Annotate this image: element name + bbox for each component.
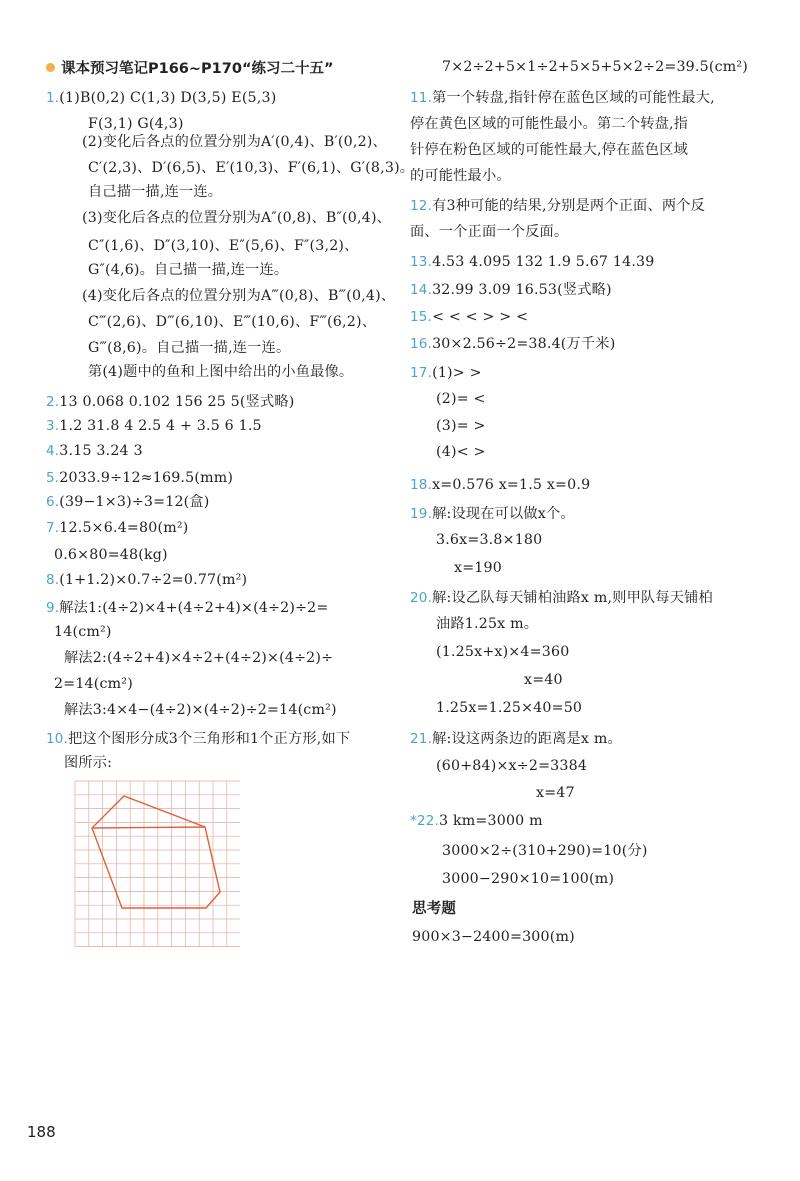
answer-text: x=47 — [536, 785, 575, 801]
answer-line — [412, 899, 456, 919]
answer-line — [410, 280, 612, 300]
answer-line — [88, 312, 376, 332]
question-number: 5. — [46, 470, 60, 486]
answer-text: 面、一个正面一个反面。 — [410, 224, 569, 240]
answer-text: (4)变化后各点的位置分别为A‴(0,8)、B‴(0,4)、 — [82, 288, 396, 304]
answer-line — [410, 166, 511, 186]
answer-text: 把这个图形分成3个三角形和1个正方形,如下 — [68, 731, 351, 747]
answer-text: G″(4,6)。自己描一描,连一连。 — [88, 262, 289, 278]
answer-line — [410, 588, 713, 608]
answer-line — [442, 841, 648, 861]
answer-text: (1+1.2)×0.7÷2=0.77(m²) — [59, 572, 248, 588]
answer-text: C′(2,3)、D′(6,5)、E′(10,3)、F′(6,1)、G′(8,3)。 — [88, 160, 415, 176]
answer-text: 2033.9÷12≈169.5(mm) — [59, 470, 234, 486]
answer-text: 1.2 31.8 4 2.5 4 + 3.5 6 1.5 — [59, 418, 262, 434]
answer-text: 13 0.068 0.102 156 25 5(竖式略) — [59, 394, 295, 410]
question-number: 13. — [410, 254, 433, 270]
answer-line — [410, 729, 622, 749]
answer-text: F(3,1) G(4,3) — [88, 116, 184, 132]
answer-text: x=40 — [524, 672, 563, 688]
section-header-text: 课本预习笔记P166~P170“练习二十五” — [61, 61, 334, 77]
question-number: 21. — [410, 731, 433, 747]
answer-line — [46, 518, 188, 538]
answer-text: 3000×2÷(310+290)=10(分) — [442, 843, 648, 859]
question-number: 11. — [410, 90, 433, 106]
answer-line — [82, 208, 391, 228]
answer-text: 第一个转盘,指针停在蓝色区域的可能性最大, — [432, 90, 715, 106]
question-number: 2. — [46, 394, 60, 410]
answer-text: 油路1.25x m。 — [436, 616, 539, 632]
answer-line — [88, 236, 359, 256]
answer-line — [412, 927, 575, 947]
answer-text: 解:设现在可以做x个。 — [432, 506, 575, 522]
answer-line — [46, 441, 143, 461]
answer-text: 900×3−2400=300(m) — [412, 929, 575, 945]
question-number: 18. — [410, 477, 433, 493]
answer-line — [436, 642, 569, 662]
answer-line — [54, 674, 133, 694]
answer-line — [88, 182, 222, 202]
answer-line — [442, 869, 614, 889]
answer-text: (39−1×3)÷3=12(盒) — [59, 494, 210, 510]
answer-text: 7×2÷2+5×1÷2+5×5+5×2÷2=39.5(cm²) — [442, 59, 749, 75]
answer-line — [436, 442, 486, 462]
answer-line — [46, 598, 329, 618]
answer-text: 第(4)题中的鱼和上图中给出的小鱼最像。 — [88, 364, 354, 380]
answer-line — [524, 670, 563, 690]
question-number: 3. — [46, 418, 60, 434]
answer-line — [410, 196, 705, 216]
answer-text: 自己描一描,连一连。 — [88, 184, 223, 200]
answer-text: 3000−290×10=100(m) — [442, 871, 615, 887]
answer-text: 解:设乙队每天铺柏油路x m,则甲队每天铺柏 — [432, 590, 713, 606]
answer-line — [46, 729, 350, 749]
answer-text: 有3种可能的结果,分别是两个正面、两个反 — [432, 198, 705, 214]
answer-line — [410, 114, 688, 134]
answer-text: x=190 — [454, 560, 502, 576]
answer-line — [536, 783, 575, 803]
bullet-icon — [46, 63, 55, 72]
answer-text: 3 km=3000 m — [439, 813, 543, 829]
section-header — [46, 57, 334, 78]
answer-text: (1)> > — [432, 365, 482, 381]
answer-line — [410, 334, 615, 354]
answer-line — [410, 363, 482, 383]
answer-line — [436, 698, 582, 718]
answer-text: C‴(2,6)、D‴(6,10)、E‴(10,6)、F‴(6,2)、 — [88, 314, 377, 330]
answer-text: 针停在粉色区域的可能性最大,停在蓝色区域 — [410, 142, 689, 158]
answer-line — [54, 545, 168, 565]
answer-line — [454, 558, 502, 578]
question-number: 12. — [410, 198, 433, 214]
question-number: 4. — [46, 443, 60, 459]
page-number: 188 — [27, 1123, 56, 1141]
answer-text: 14(cm²) — [54, 624, 112, 640]
answer-line — [436, 416, 486, 436]
answer-line — [82, 132, 387, 152]
answer-text: 3.15 3.24 3 — [59, 443, 143, 459]
answer-text: 解法3:4×4−(4÷2)×(4÷2)÷2=14(cm²) — [64, 702, 337, 718]
answer-line — [436, 614, 538, 634]
answer-line — [410, 222, 568, 242]
answer-line — [64, 700, 337, 720]
answer-line — [46, 570, 247, 590]
answer-line — [46, 88, 276, 108]
answer-text: 停在黄色区域的可能性最小。第二个转盘,指 — [410, 116, 689, 132]
answer-text: 解:设这两条边的距离是x m。 — [432, 731, 622, 747]
answer-text: 2=14(cm²) — [54, 676, 133, 692]
answer-line — [46, 492, 210, 512]
answer-line — [410, 252, 654, 272]
shape-divider — [92, 827, 205, 828]
answer-line — [46, 416, 262, 436]
answer-text: 0.6×80=48(kg) — [54, 547, 168, 563]
answer-text: (1.25x+x)×4=360 — [436, 644, 570, 660]
answer-line — [88, 158, 414, 178]
answer-text: 32.99 3.09 16.53(竖式略) — [432, 282, 612, 298]
answer-text: 3.6x=3.8×180 — [436, 532, 543, 548]
answer-line — [46, 392, 295, 412]
answer-line — [410, 140, 688, 160]
question-number: 14. — [410, 282, 433, 298]
answer-text: 12.5×6.4=80(m²) — [59, 520, 189, 536]
answer-text: 图所示: — [64, 755, 113, 771]
answer-line — [88, 362, 353, 382]
answer-text: (4)< > — [436, 444, 486, 460]
answer-text: (3)变化后各点的位置分别为A″(0,8)、B″(0,4)、 — [82, 210, 392, 226]
answer-text: 的可能性最小。 — [410, 168, 511, 184]
question-number: 19. — [410, 506, 433, 522]
answer-text: 解法1:(4÷2)×4+(4÷2+4)×(4÷2)÷2= — [59, 600, 329, 616]
question-number: 10. — [46, 731, 69, 747]
answer-line — [442, 57, 748, 77]
answer-text: C″(1,6)、D″(3,10)、E″(5,6)、F″(3,2)、 — [88, 238, 359, 254]
answer-text: x=0.576 x=1.5 x=0.9 — [432, 477, 591, 493]
question-number: 9. — [46, 600, 60, 616]
answer-line — [410, 88, 715, 108]
answer-line — [88, 114, 184, 134]
question-number: 16. — [410, 336, 433, 352]
answer-line — [436, 756, 587, 776]
answer-text: G‴(8,6)。自己描一描,连一连。 — [88, 340, 291, 356]
answer-line — [410, 811, 543, 831]
answer-line — [410, 504, 575, 524]
answer-text: (1)B(0,2) C(1,3) D(3,5) E(5,3) — [59, 90, 277, 106]
answer-text: < < < > > < — [432, 309, 529, 325]
thinking-question-title: 思考题 — [412, 901, 457, 917]
answer-line — [82, 286, 395, 306]
answer-text: (2)变化后各点的位置分别为A′(0,4)、B′(0,2)、 — [82, 134, 387, 150]
answer-line — [410, 307, 528, 327]
answer-text: (60+84)×x÷2=3384 — [436, 758, 588, 774]
answer-line — [64, 648, 333, 668]
answer-text: 4.53 4.095 132 1.9 5.67 14.39 — [432, 254, 655, 270]
question-number: 8. — [46, 572, 60, 588]
answer-line — [436, 530, 542, 550]
answer-line — [54, 622, 112, 642]
answer-line — [410, 475, 590, 495]
answer-line — [88, 338, 290, 358]
grid-lines — [75, 781, 240, 947]
grid-svg — [74, 780, 240, 952]
question-number: *22. — [410, 813, 440, 829]
grid-figure — [74, 780, 240, 956]
question-number: 17. — [410, 365, 433, 381]
answer-line — [88, 260, 288, 280]
answer-line — [436, 389, 486, 409]
question-number: 20. — [410, 590, 433, 606]
question-number: 6. — [46, 494, 60, 510]
answer-line — [64, 753, 112, 773]
question-number: 1. — [46, 90, 60, 106]
answer-line — [46, 468, 233, 488]
answer-text: 30×2.56÷2=38.4(万千米) — [432, 336, 616, 352]
answer-text: 1.25x=1.25×40=50 — [436, 700, 583, 716]
answer-text: (3)= > — [436, 418, 486, 434]
answer-text: 解法2:(4÷2+4)×4÷2+(4÷2)×(4÷2)÷ — [64, 650, 334, 666]
question-number: 7. — [46, 520, 60, 536]
question-number: 15. — [410, 309, 433, 325]
answer-text: (2)= < — [436, 391, 486, 407]
